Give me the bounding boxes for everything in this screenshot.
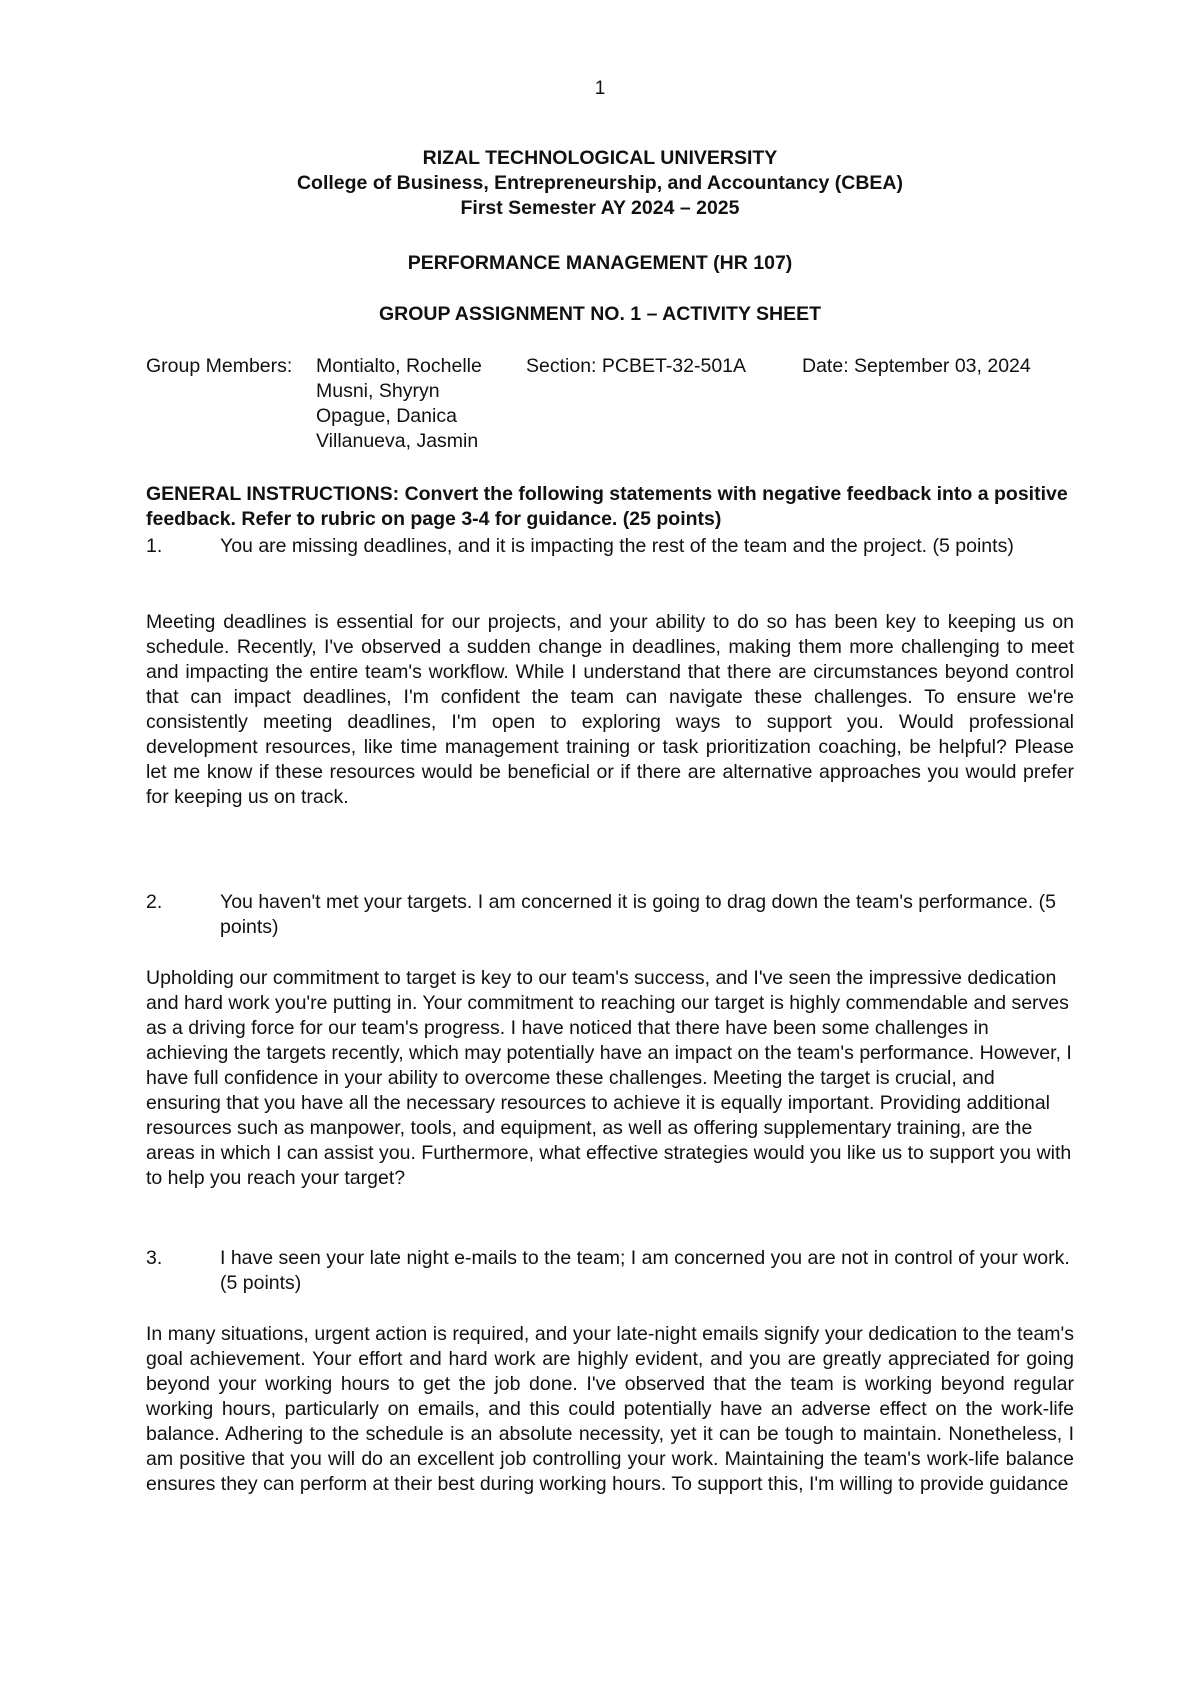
question-text: I have seen your late night e-mails to the team; I am concerned you are not in control of your work. (5 points) [220, 1247, 1070, 1294]
course-title: PERFORMANCE MANAGEMENT (HR 107) [407, 252, 793, 274]
group-members-list [316, 354, 482, 454]
group-members-label: Group Members: [146, 355, 293, 377]
question-item [146, 534, 1074, 559]
question-number: 3. [146, 1247, 163, 1269]
question-number: 2. [146, 891, 163, 913]
answer-paragraph: Meeting deadlines is essential for our projects, and your ability to do so has been key to keeping us on schedule. Recently, I've observed a sudden change in deadlines, making them more challenging to meet and impacting the entire team's workflow. While I understand that there are circumstances beyond control that can impact deadlines, I'm confident the team can navigate these challenges. To ensure we're consistently meeting deadlines, I'm open to exploring ways to support you. Would professional development resources, like time management training or task prioritization coaching, be helpful? Please let me know if these resources would be beneficial or if there are alternative approaches you would prefer for keeping us on track. [146, 611, 1074, 808]
question-number: 1. [146, 535, 163, 557]
member-name: Musni, Shyryn [316, 380, 440, 402]
date-info: Date: September 03, 2024 [802, 355, 1031, 377]
member-name: Opague, Danica [316, 405, 457, 427]
document-header [0, 146, 1200, 221]
member-name: Villanueva, Jasmin [316, 430, 479, 452]
answer-paragraph: Upholding our commitment to target is key to our team's success, and I've seen the impressive dedication and hard work you're putting in. Your commitment to reaching our target is highly commendable and serves as a driving force for our team's progress. I have noticed that there have been some challenges in achieving the targets recently, which may potentially have an impact on the team's performance. However, I have full confidence in your ability to overcome these challenges. Meeting the target is crucial, and ensuring that you have all the necessary resources to achieve it is equally important. Providing additional resources such as manpower, tools, and equipment, as well as offering supplementary training, are the areas in which I can assist you. Furthermore, what effective strategies would you like us to support you with to help you reach your target? [146, 967, 1072, 1189]
question-item [146, 1246, 1074, 1296]
question-text: You are missing deadlines, and it is impacting the rest of the team and the project. (5 points) [220, 535, 1014, 557]
member-name: Montialto, Rochelle [316, 355, 482, 377]
section-info: Section: PCBET-32-501A [526, 355, 747, 377]
question-item [146, 890, 1074, 940]
semester-line: First Semester AY 2024 – 2025 [460, 197, 740, 219]
page-number: 1 [594, 78, 606, 99]
answer-paragraph: In many situations, urgent action is required, and your late-night emails signify your dedication to the team's goal achievement. Your effort and hard work are highly evident, and you are greatly appreciated for going beyond your working hours to get the job done. I've observed that the team is working beyond regular working hours, particularly on emails, and this could potentially have an adverse effect on the work-life balance. Adhering to the schedule is an absolute necessity, yet it can be tough to maintain. Nonetheless, I am positive that you will do an excellent job controlling your work. Maintaining the team's work-life balance ensures they can perform at their best during working hours. To support this, I'm willing to provide guidance [146, 1323, 1074, 1495]
university-name: RIZAL TECHNOLOGICAL UNIVERSITY [422, 147, 778, 169]
general-instructions: GENERAL INSTRUCTIONS: Convert the following statements with negative feedback into a positive feedback. Refer to rubric on page 3-4 for guidance. (25 points) [146, 483, 1068, 530]
question-text: You haven't met your targets. I am concerned it is going to drag down the team's performance. (5 points) [220, 891, 1056, 938]
college-name: College of Business, Entrepreneurship, and Accountancy (CBEA) [296, 172, 904, 194]
sheet-title: GROUP ASSIGNMENT NO. 1 – ACTIVITY SHEET [378, 303, 822, 325]
